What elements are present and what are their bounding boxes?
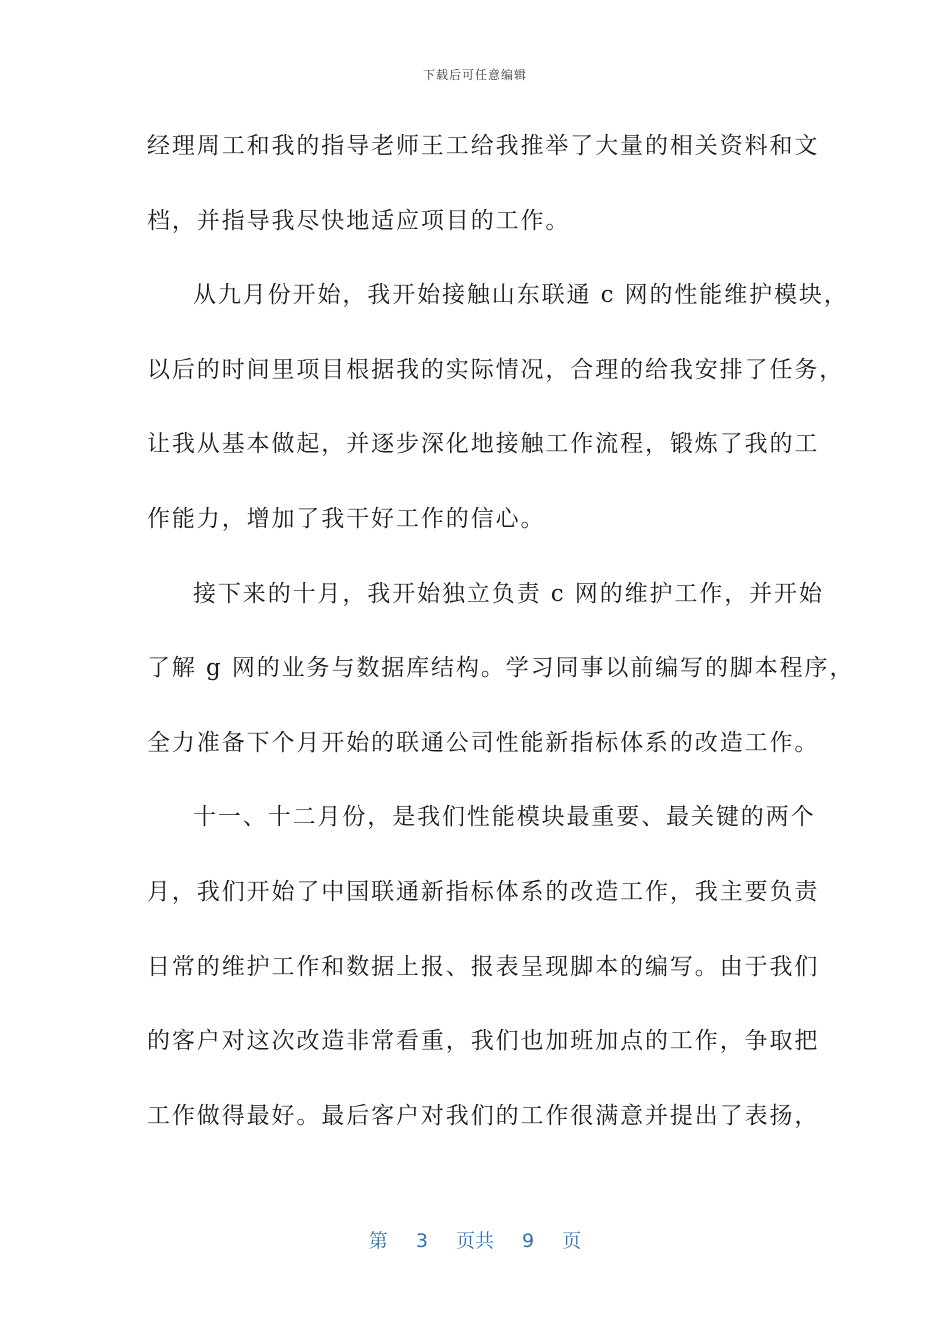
paragraph-line: 了解 g 网的业务与数据库结构。学习同事以前编写的脚本程序， [147,655,855,682]
header-note: 下载后可任意编辑 [422,68,527,82]
paragraph-line: 的客户对这次改造非常看重，我们也加班加点的工作，争取把 [147,1028,820,1055]
total-pages: 9 [522,1230,535,1252]
page-suffix: 页 [562,1230,582,1252]
paragraph-line: 作能力，增加了我干好工作的信心。 [147,505,546,532]
paragraph-line: 日常的维护工作和数据上报、报表呈现脚本的编写。由于我们 [147,953,820,980]
paragraph-line: 档，并指导我尽快地适应项目的工作。 [147,207,571,234]
paragraph-line: 让我从基本做起，并逐步深化地接触工作流程，锻炼了我的工 [147,431,820,458]
document-body [147,118,855,1162]
page-middle: 页共 [455,1230,494,1252]
page-prefix: 第 [368,1230,388,1252]
page-number: 3 [415,1230,428,1252]
paragraph-line: 以后的时间里项目根据我的实际情况，合理的给我安排了任务， [147,356,845,383]
paragraph-line: 经理周工和我的指导老师王工给我推举了大量的相关资料和文 [147,133,820,159]
paragraph-line: 月，我们开始了中国联通新指标体系的改造工作，我主要负责 [147,878,820,905]
paragraph-line: 从九月份开始，我开始接触山东联通 c 网的性能维护模块， [193,282,849,309]
paragraph-line: 全力准备下个月开始的联通公司性能新指标体系的改造工作。 [147,729,820,756]
page-footer [0,1226,950,1253]
paragraph-line: 十一、十二月份，是我们性能模块最重要、最关键的两个 [193,804,816,831]
paragraph-line: 接下来的十月，我开始独立负责 c 网的维护工作，并开始 [193,580,824,607]
paragraph-line: 工作做得最好。最后客户对我们的工作很满意并提出了表扬， [147,1102,820,1129]
